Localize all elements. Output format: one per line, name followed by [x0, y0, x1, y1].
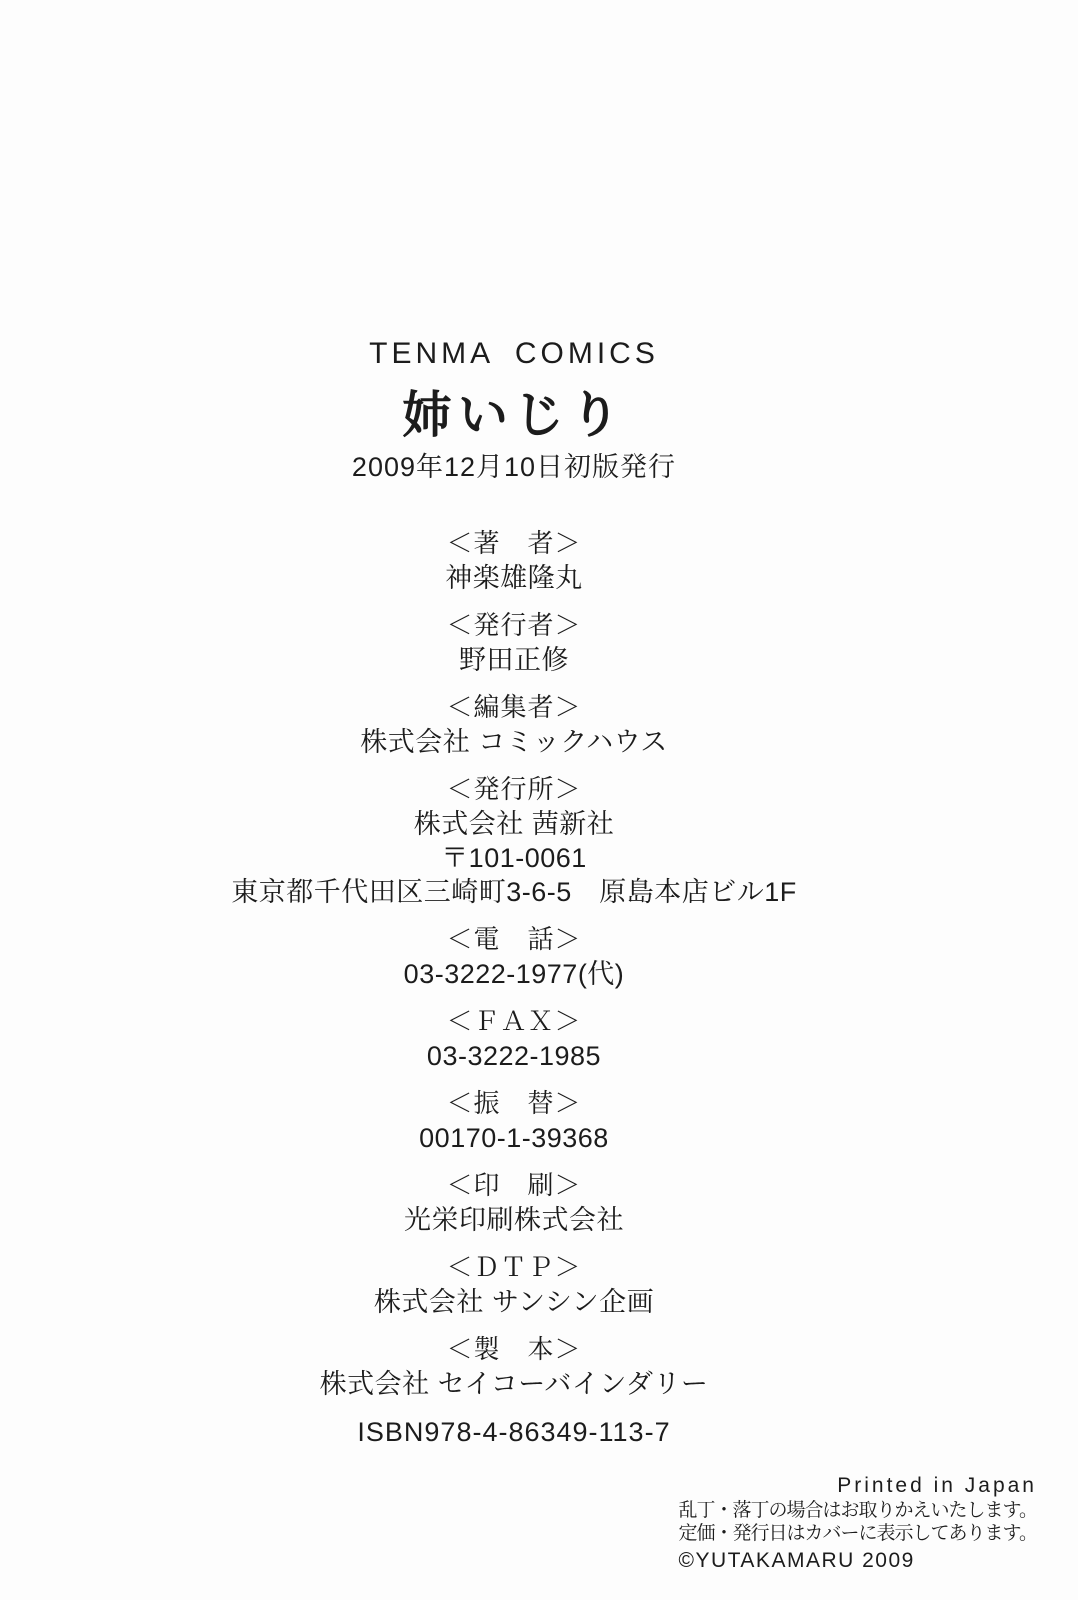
colophon-sections: [0, 525, 1028, 1401]
section-label: ＜ＤＴＰ＞: [446, 1252, 582, 1282]
section-label: ＜発行所＞: [446, 774, 582, 804]
isbn-number: ISBN978-4-86349-113-7: [357, 1417, 671, 1447]
section-line: 野田正修: [459, 645, 569, 675]
section-publishing-office: [0, 771, 1028, 909]
footer-notices: [679, 1473, 1037, 1574]
transfer-account-number: 00170-1-39368: [419, 1123, 609, 1153]
price-on-cover-notice: 定価・発行日はカバーに表示してあります。: [678, 1523, 1037, 1544]
section-label: ＜ＦＡＸ＞: [446, 1006, 582, 1036]
section-dtp: [0, 1249, 1028, 1319]
section-label: ＜発行者＞: [446, 610, 582, 640]
copyright-line: ©YUTAKAMARU 2009: [678, 1549, 915, 1572]
section-editor: [0, 689, 1028, 759]
section-publisher: [0, 607, 1028, 677]
section-label: ＜編集者＞: [446, 692, 582, 722]
section-printing: [0, 1167, 1028, 1237]
printed-in-japan: Printed in Japan: [837, 1474, 1037, 1497]
edition-date: 2009年12月10日初版発行: [351, 452, 677, 482]
section-line: 株式会社 茜新社: [413, 809, 615, 839]
series-name: TENMA COMICS: [369, 337, 659, 370]
section-line: 株式会社 サンシン企画: [373, 1287, 655, 1317]
section-telephone: [0, 921, 1028, 991]
address-line: 東京都千代田区三崎町3-6-5 原島本店ビル1F: [231, 877, 797, 907]
section-label: ＜製 本＞: [446, 1334, 582, 1364]
section-label: ＜印 刷＞: [446, 1170, 582, 1200]
section-label: ＜著 者＞: [446, 528, 582, 558]
book-title: 姉いじり: [402, 387, 626, 443]
section-line: 株式会社 セイコーバインダリー: [319, 1369, 709, 1399]
fax-number: 03-3222-1985: [426, 1041, 602, 1071]
section-label: ＜電 話＞: [446, 924, 582, 954]
postal-code: 〒101-0061: [441, 843, 587, 873]
telephone-number: 03-3222-1977(代): [403, 959, 625, 989]
section-author: [0, 525, 1028, 595]
section-binding: [0, 1331, 1028, 1401]
section-line: 神楽雄隆丸: [445, 563, 583, 593]
section-label: ＜振 替＞: [446, 1088, 582, 1118]
section-line: 株式会社 コミックハウス: [360, 727, 668, 757]
section-line: 光栄印刷株式会社: [404, 1205, 624, 1235]
section-postal-transfer: [0, 1085, 1028, 1155]
defect-replacement-notice: 乱丁・落丁の場合はお取りかえいたします。: [678, 1500, 1037, 1521]
section-fax: [0, 1003, 1028, 1073]
